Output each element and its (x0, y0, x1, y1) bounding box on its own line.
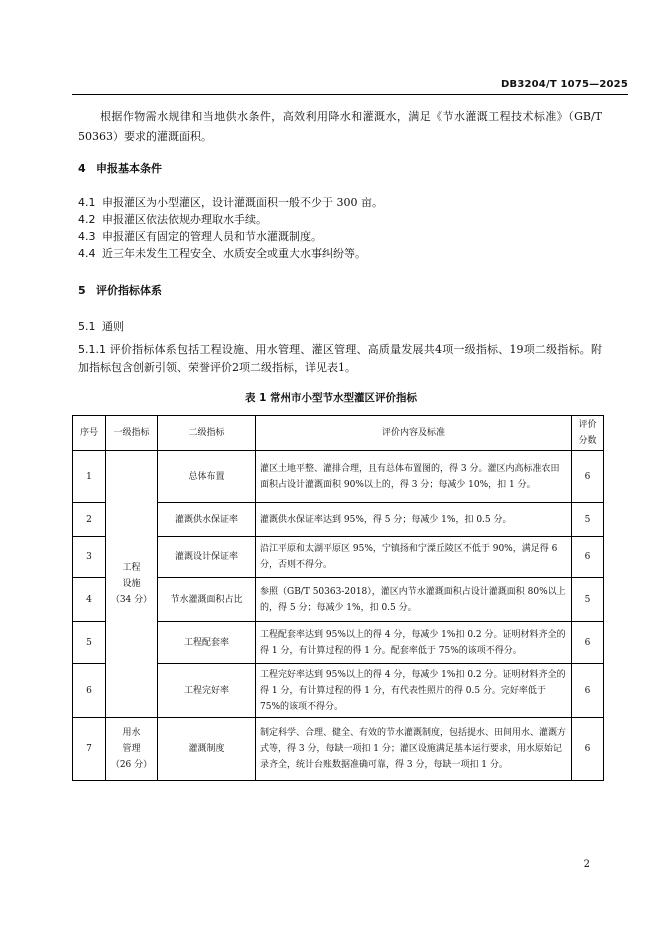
clause-text: 评价指标体系包括工程设施、用水管理、灌区管理、高质量发展共4项一级指标、19项二级指标。附加指标包含创新引领、荣誉评价2项二级指标，详见表1。 (78, 343, 602, 374)
row-level2: 总体布置 (158, 451, 256, 503)
group-engineering-facilities (106, 451, 158, 718)
group-water-management (106, 718, 158, 781)
row-score: 6 (572, 622, 604, 664)
row-score: 6 (572, 451, 604, 503)
clause-text: 申报灌区有固定的管理人员和节水灌溉制度。 (102, 230, 322, 243)
group-line3: （34 分） (110, 595, 153, 605)
clause-4-1 (78, 195, 383, 211)
group-line2: 设施 (122, 579, 141, 589)
section-4-title: 申报基本条件 (96, 162, 162, 175)
header-level2: 二级指标 (158, 416, 256, 451)
row-score: 5 (572, 578, 604, 622)
header-content: 评价内容及标准 (256, 416, 572, 451)
row-content: 沿江平原和太湖平原区 95%，宁镇扬和宁溧丘陵区不低于 90%，满足得 6 分，否则不得分。 (256, 537, 572, 578)
header-score-line1: 评价 (578, 420, 597, 430)
section-5-title: 评价指标体系 (96, 284, 162, 297)
clause-text: 申报灌区为小型灌区，设计灌溉面积一般不少于 300 亩。 (102, 196, 383, 209)
clause-number: 4.1 (78, 196, 96, 209)
header-score (572, 416, 604, 451)
row-content: 参照（GB/T 50363-2018），灌区内节水灌溉面积占设计灌溉面积 80%以上的，得 5 分；每减少 1%，扣 0.5 分。 (256, 578, 572, 622)
clause-number: 4.4 (78, 247, 96, 260)
row-seq: 3 (73, 537, 106, 578)
section-5-heading (78, 282, 162, 298)
row-seq: 4 (73, 578, 106, 622)
row-content: 制定科学、合理、健全、有效的节水灌溉制度，包括提水、田间用水、灌溉方式等，得 3 分，每缺一项扣 1 分；灌区设施满足基本运行要求，用水原始记录齐全，统计台账数据准确可靠，得 3 分，每缺一项扣 1 分。 (256, 718, 572, 781)
row-level2: 节水灌溉面积占比 (158, 578, 256, 622)
row-content: 灌区土地平整、灌排合理，且有总体布置图的，得 3 分。灌区内高标准农田面积占设计灌溉面积 90%以上的，得 3 分；每减少 10%，扣 1 分。 (256, 451, 572, 503)
row-score: 5 (572, 503, 604, 537)
clause-number: 5.1.1 (78, 343, 106, 356)
clause-5-1-1 (78, 341, 602, 377)
row-content: 工程配套率达到 95%以上的得 4 分，每减少 1%扣 0.2 分。证明材料齐全的得 1 分，有计算过程的得 1 分。配套率低于 75%的该项不得分。 (256, 622, 572, 664)
table-title: 表 1 常州市小型节水型灌区评价指标 (244, 392, 418, 404)
row-score: 6 (572, 718, 604, 781)
section-5-1-number: 5.1 (78, 320, 96, 333)
clause-number: 4.2 (78, 213, 96, 226)
group-line1: 工程 (122, 563, 141, 573)
page-number: 2 (583, 859, 590, 870)
row-level2: 工程完好率 (158, 664, 256, 718)
clause-text: 申报灌区依法依规办理取水手续。 (102, 213, 267, 226)
table-row (73, 451, 604, 503)
table-row (73, 718, 604, 781)
row-seq: 6 (73, 664, 106, 718)
row-score: 6 (572, 537, 604, 578)
header-rule (72, 94, 628, 95)
row-seq: 7 (73, 718, 106, 781)
clause-text: 近三年未发生工程安全、水质安全或重大水事纠纷等。 (102, 247, 366, 260)
clause-4-2 (78, 212, 267, 228)
header-score-line2: 分数 (578, 436, 597, 446)
header-level1: 一级指标 (106, 416, 158, 451)
row-content: 工程完好率达到 95%以上的得 4 分，每减少 1%扣 0.2 分。证明材料齐全的得 1 分，有计算过程的得 1 分，有代表性照片的得 0.5 分。完好率低于 75%的该项不得分。 (256, 664, 572, 718)
clause-number: 4.3 (78, 230, 96, 243)
evaluation-table (72, 415, 604, 781)
header-seq: 序号 (73, 416, 106, 451)
row-level2: 工程配套率 (158, 622, 256, 664)
group-line3: （26 分） (110, 760, 153, 770)
section-4-heading (78, 160, 162, 176)
document-code: DB3204/T 1075—2025 (501, 79, 628, 90)
section-4-number: 4 (78, 162, 86, 175)
group-line1: 用水 (122, 728, 141, 738)
row-level2: 灌溉供水保证率 (158, 503, 256, 537)
row-seq: 2 (73, 503, 106, 537)
group-line2: 管理 (122, 744, 141, 754)
clause-4-3 (78, 229, 322, 245)
row-score: 6 (572, 664, 604, 718)
row-content: 灌溉供水保证率达到 95%，得 5 分；每减少 1%，扣 0.5 分。 (256, 503, 572, 537)
section-5-number: 5 (78, 284, 86, 297)
intro-paragraph: 根据作物需水规律和当地供水条件，高效利用降水和灌溉水，满足《节水灌溉工程技术标准》（GB/T 50363）要求的灌溉面积。 (78, 110, 602, 143)
section-5-1-heading (78, 318, 124, 334)
table-header-row (73, 416, 604, 451)
row-seq: 5 (73, 622, 106, 664)
section-5-1-title: 通则 (102, 320, 124, 333)
row-level2: 灌溉设计保证率 (158, 537, 256, 578)
row-level2: 灌溉制度 (158, 718, 256, 781)
row-seq: 1 (73, 451, 106, 503)
clause-4-4 (78, 246, 366, 262)
